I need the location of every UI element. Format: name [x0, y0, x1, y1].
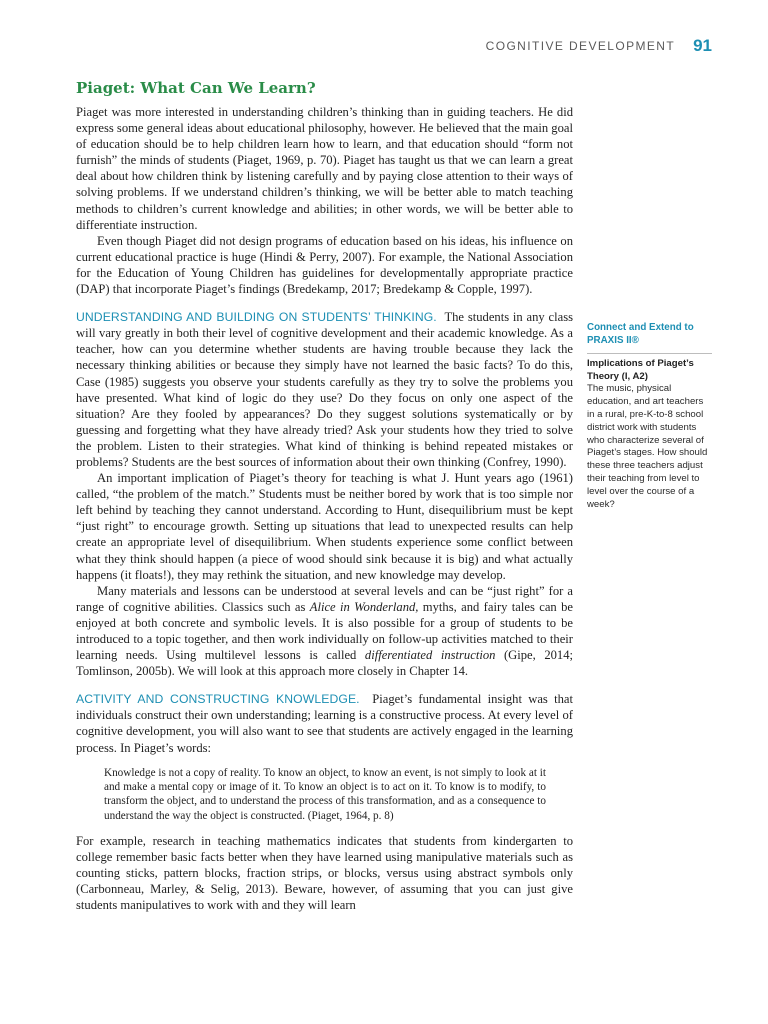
intro-paragraph-2: Even though Piaget did not design programs of education based on his ideas, his influence on current educational practice is huge (Hindi & Perry, 2007). For example, the National Association for the Education of Young Children has guidelines for developmentally appropriate practice (DAP) that incorporate Piaget’s findings (Bredekamp, 2017; Bredekamp & Copple, 1997).: [76, 233, 573, 297]
understanding-paragraph-3: [76, 583, 573, 680]
understanding-heading: UNDERSTANDING AND BUILDING ON STUDENTS’ THINKING.: [76, 310, 437, 325]
main-column: [76, 78, 573, 913]
activity-text-1: Piaget’s fundamental insight was that individuals construct their own understanding; learning is a constructive process. At every level of cognitive development, you will also want to see that students are actively engaged in the learning process. In Piaget’s words:: [76, 692, 573, 755]
p3-text-a: Many materials and lessons can be understood at several levels and can be “just right” for a range of cognitive abilities. Classics such as: [76, 583, 573, 614]
sidebar-body: The music, physical education, and art teachers in a rural, pre-K-to-8 school district work with students who characterize several of Piaget’s stages. How should these three teachers adjust their teaching from level to level over the course of a week?: [587, 383, 708, 510]
p3-text-b: myths, and fairy tales can be enjoyed at both concrete and symbolic levels. It is also possible for a group of students to be introduced to a topic together, and then work individually on follow-up activities matched to their learning needs. Using multilevel lessons is called: [76, 599, 573, 663]
understanding-paragraph-1: [76, 309, 573, 470]
intro-paragraph-1: Piaget was more interested in understanding children’s thinking than in guiding teachers. He did express some general ideas about educational philosophy, however. He believed that the main goal of education should be to help children learn how to learn, and that education should “form not furnish” the minds of students (Piaget, 1969, p. 70). Piaget has taught us that we can learn a great deal about how children think by listening carefully and by paying close attention to their ways of solving problems. If we understand children’s thinking, we will be better able to match teaching methods to children’s current knowledge and abilities; in other words, we will be better able to differentiate instruction.: [76, 105, 573, 232]
running-title: COGNITIVE DEVELOPMENT: [485, 39, 676, 53]
p3-text-c: (Gipe, 2014; Tomlinson, 2005b). We will look at this approach more closely in Chapter 14.: [76, 648, 574, 679]
running-head: [380, 36, 712, 56]
praxis-sidebar: [587, 322, 712, 511]
section-title: Piaget: What Can We Learn?: [76, 79, 316, 97]
understanding-paragraph-2: An important implication of Piaget’s theory for teaching is what J. Hunt years ago (1961) called, “the problem of the match.” Students must be neither bored by work that is too simple nor left behind by teaching they cannot understand. According to Hunt, disequilibrium must be kept “just right” to encourage growth. Setting up situations that lead to unexpected results can help create an appropriate level of disequilibrium. When students experience some conflict between what they think should happen (a piece of wood should sink because it is big) and what actually happens (it floats!), they may rethink the situation, and new knowledge may develop.: [76, 471, 573, 582]
p3-italic-term: differentiated instruction: [364, 648, 496, 663]
activity-paragraph-2: For example, research in teaching mathematics indicates that students from kindergarten to college remember basic facts better when they have learned using manipulative materials such as counting sticks, pattern blocks, fraction strips, or blocks, versus using abstract symbols only (Carbonneau, Marley, & Selig, 2013). Beware, however, of assuming that you can just give students manipulatives to work with and they will learn: [76, 833, 573, 913]
block-quote: Knowledge is not a copy of reality. To know an object, to know an event, is not simply to look at it and make a mental copy or image of it. To know an object is to act on it. To know is to modify, to transform the object, and to understand the process of this transformation, and as a consequence to understand the way the object is constructed. (Piaget, 1964, p. 8): [104, 766, 546, 822]
activity-heading: ACTIVITY AND CONSTRUCTING KNOWLEDGE.: [76, 692, 360, 707]
sidebar-subheading: Implications of Piaget’s Theory (I, A2): [587, 358, 694, 382]
sidebar-divider: [587, 353, 712, 354]
p3-italic-title: Alice in Wonderland,: [309, 599, 419, 614]
page-number: 91: [693, 36, 712, 55]
activity-paragraph-1: [76, 691, 573, 755]
understanding-text-1: The students in any class will vary greatly in both their level of cognitive development and their academic knowledge. As a teacher, how can you determine whether students are having trouble because they lack the necessary thinking abilities or because they simply have not learned the basic facts? To do this, Case (1985) suggests you observe your students carefully as they try to solve the problems you have presented. What kind of logic do they use? Do they focus on only one aspect of the situation? Are they fooled by appearances? Do they suggest solutions systematically or by guessing and forgetting what they have already tried? Ask your students how they tried to solve the problem. Listen to their strategies. What kind of thinking is behind repeated mistakes or problems? Students are the best sources of information about their own thinking (Confrey, 1990).: [76, 310, 574, 469]
sidebar-heading: Connect and Extend to PRAXIS II®: [587, 322, 694, 346]
